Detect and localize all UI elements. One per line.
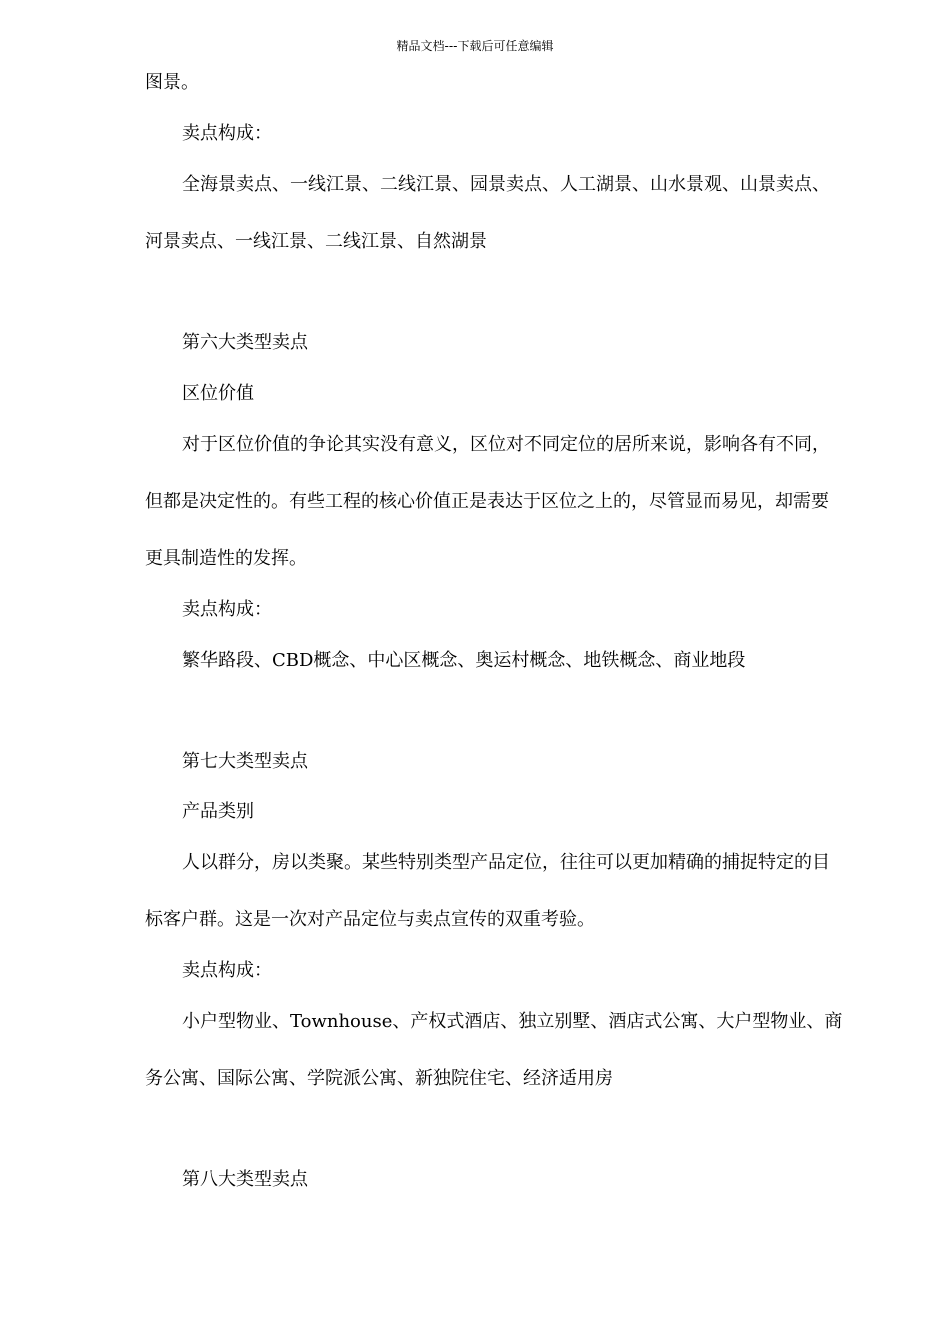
section-subheading: 区位价值: [182, 383, 254, 404]
section-heading: 第六大类型卖点: [182, 332, 308, 353]
section-label: 卖点构成：: [182, 599, 272, 620]
section-heading: 第七大类型卖点: [182, 751, 308, 772]
section-label: 卖点构成：: [182, 960, 272, 981]
section-label: 卖点构成：: [182, 123, 272, 144]
paragraph-line: 对于区位价值的争论其实没有意义，区位对不同定位的居所来说，影响各有不同，: [182, 434, 830, 455]
paragraph-line: 务公寓、国际公寓、学院派公寓、新独院住宅、经济适用房: [145, 1068, 613, 1089]
paragraph-line: 全海景卖点、一线江景、二线江景、园景卖点、人工湖景、山水景观、山景卖点、: [182, 174, 830, 195]
paragraph-line: 但都是决定性的。有些工程的核心价值正是表达于区位之上的，尽管显而易见，却需要: [145, 491, 829, 512]
paragraph-line: 更具制造性的发挥。: [145, 548, 307, 569]
page-header: 精品文档---下载后可任意编辑: [396, 39, 554, 53]
paragraph-line: 小户型物业、Townhouse、产权式酒店、独立别墅、酒店式公寓、大户型物业、商: [182, 1011, 843, 1032]
section-heading: 第八大类型卖点: [182, 1169, 308, 1190]
paragraph-line: 标客户群。这是一次对产品定位与卖点宣传的双重考验。: [145, 909, 595, 930]
paragraph-line: 繁华路段、CBD概念、中心区概念、奥运村概念、地铁概念、商业地段: [182, 650, 746, 671]
paragraph-line: 人以群分，房以类聚。某些特别类型产品定位，往往可以更加精确的捕捉特定的目: [182, 852, 830, 873]
section-subheading: 产品类别: [182, 801, 254, 822]
paragraph-line: 河景卖点、一线江景、二线江景、自然湖景: [145, 231, 487, 252]
paragraph-line: 图景。: [145, 72, 199, 93]
